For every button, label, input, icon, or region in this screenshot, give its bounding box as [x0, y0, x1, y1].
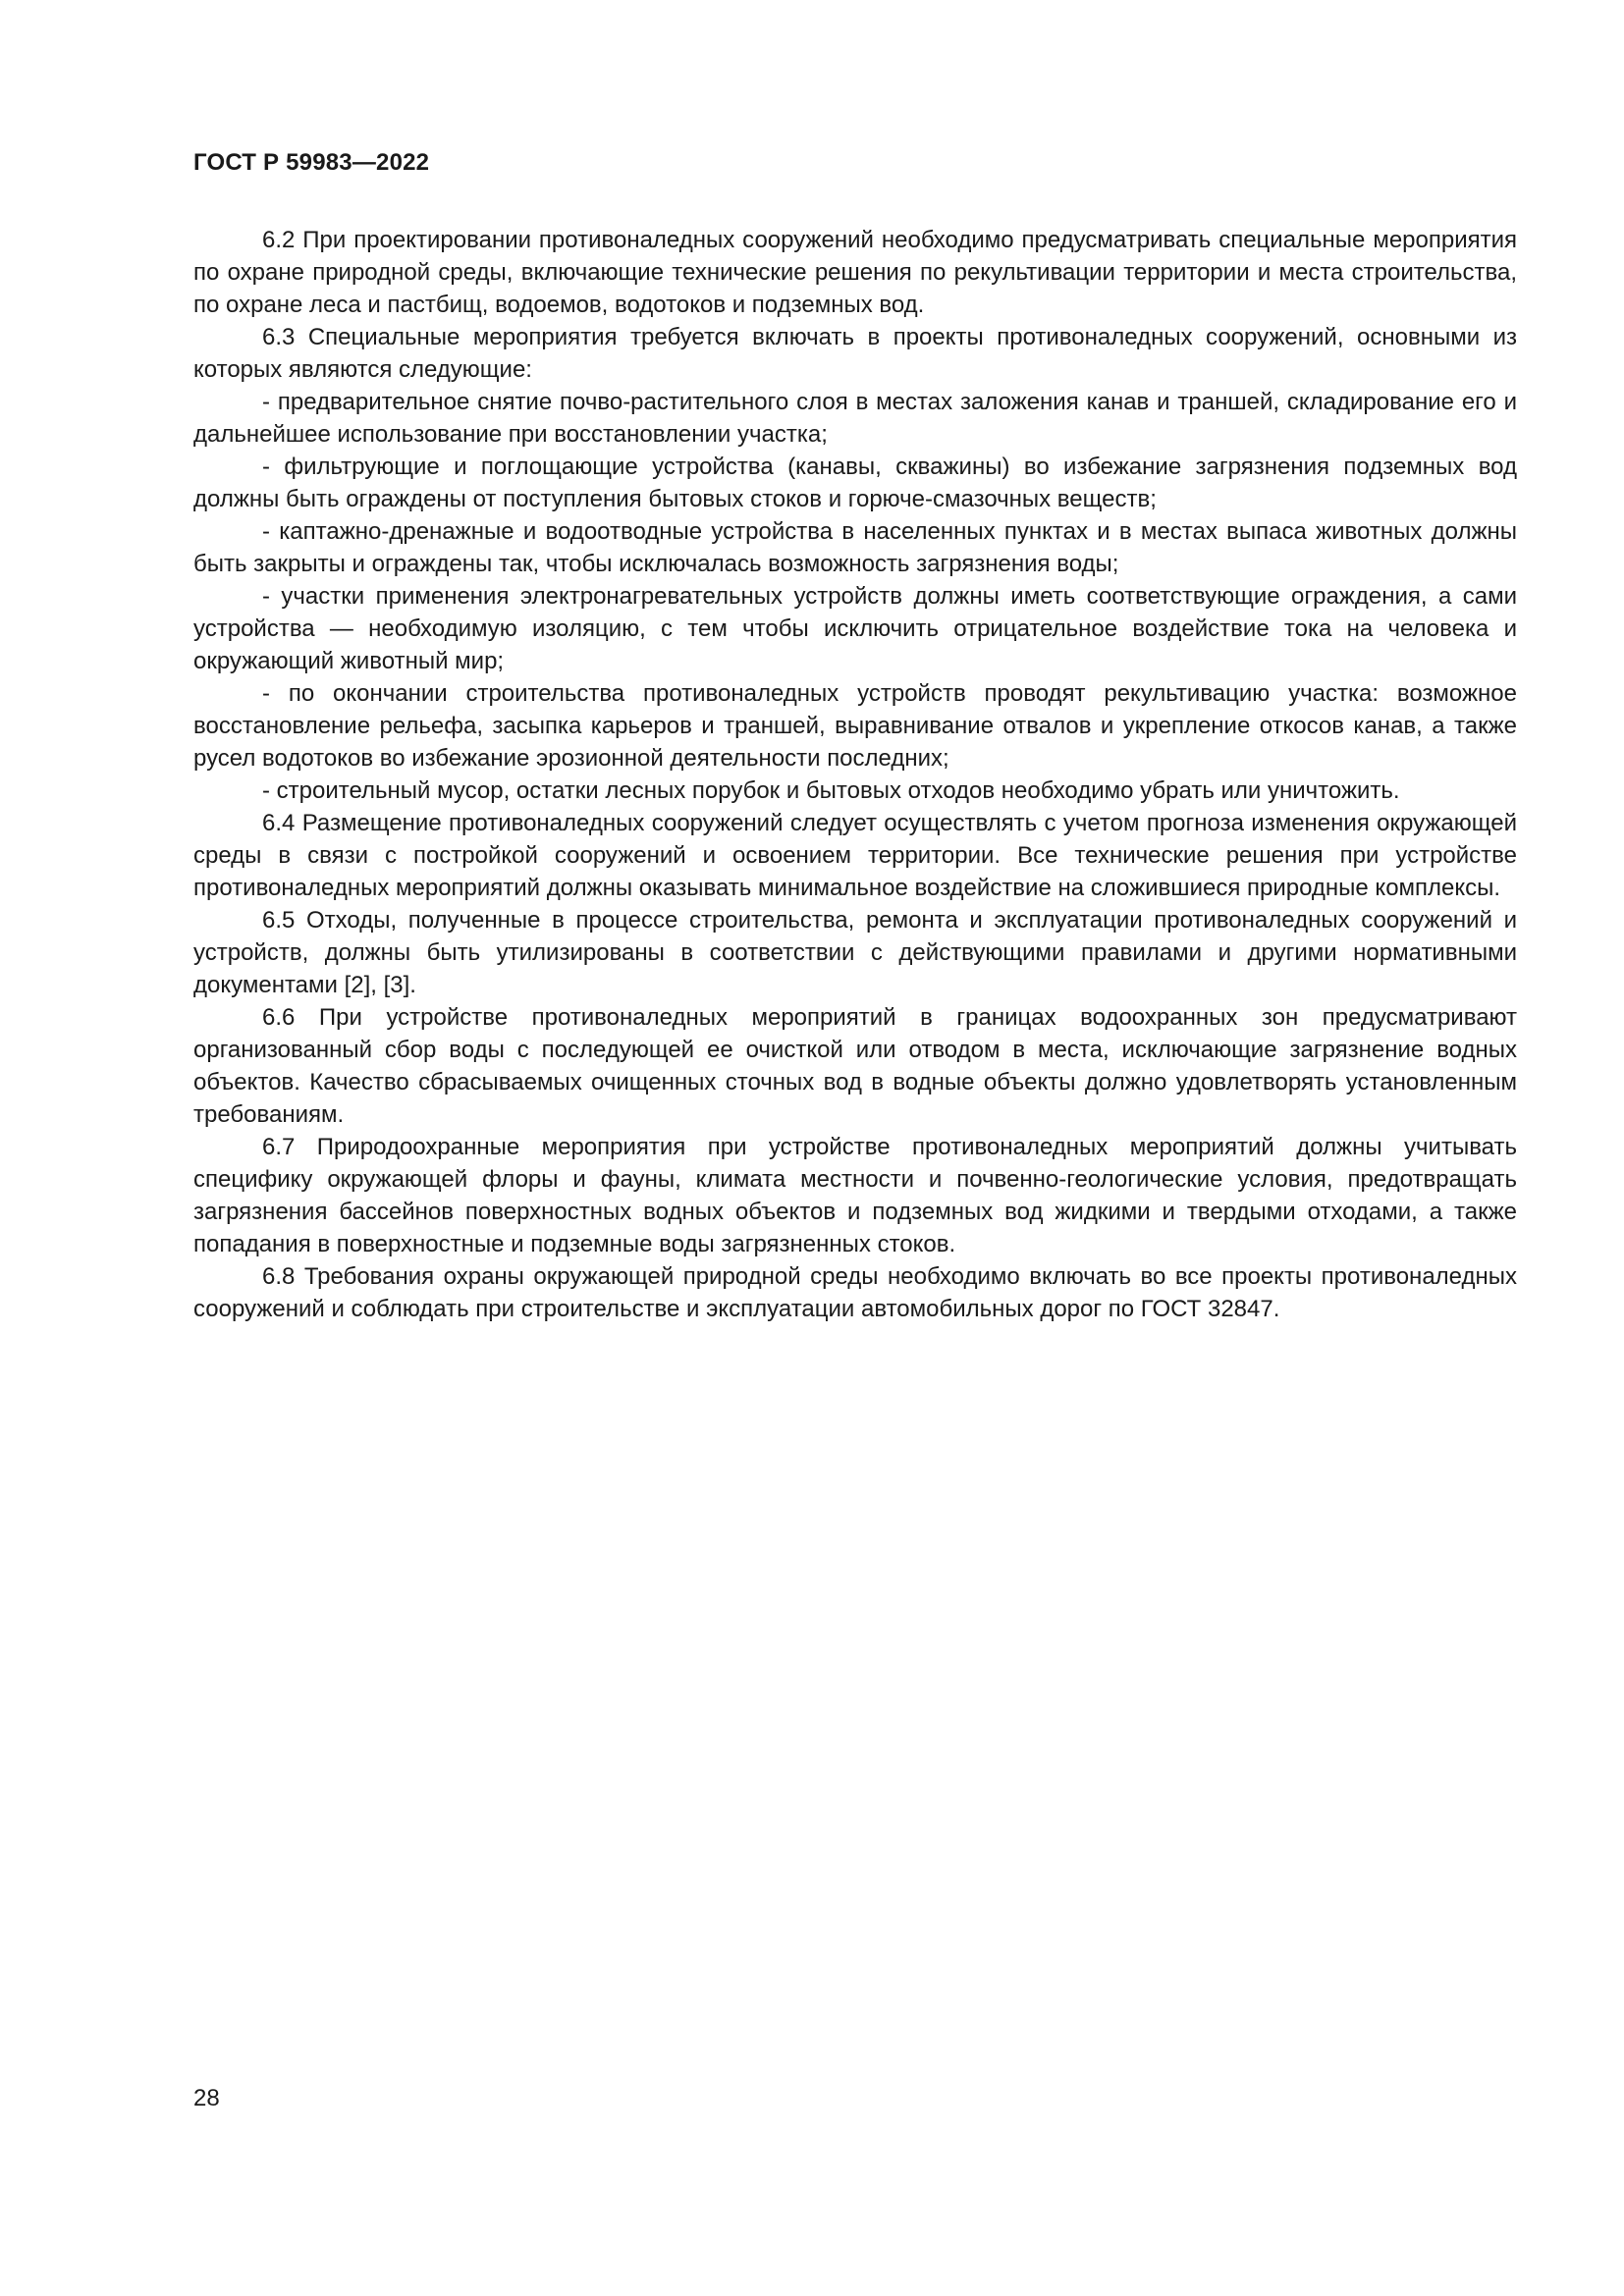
list-item-recultivation: - по окончании строительства противоналедных устройств проводят рекультивацию участка: возможное восстановление рельефа, засыпка карьеров и траншей, выравнивание отвалов и укрепление откосов канав, а также русел водотоков во избежание эрозионной деятельности последних; — [193, 680, 1517, 772]
paragraph-6-3: 6.3 Специальные мероприятия требуется включать в проекты противоналедных сооружений, основными из которых являются следующие: — [193, 324, 1517, 383]
list-item-topsoil-removal: - предварительное снятие почво-растительного слоя в местах заложения канав и траншей, складирование его и дальнейшее использование при восстановлении участка; — [193, 389, 1517, 448]
paragraph-6-5: 6.5 Отходы, полученные в процессе строительства, ремонта и эксплуатации противоналедных сооружений и устройств, должны быть утилизированы в соответствии с действующими правилами и другими нормативными документами [2], [3]. — [193, 907, 1517, 998]
paragraph-6-6: 6.6 При устройстве противоналедных мероприятий в границах водоохранных зон предусматривают организованный сбор воды с последующей ее очисткой или отводом в места, исключающие загрязнение водных объектов. Качество сбрасываемых очищенных сточных вод в водные объекты должно удовлетворять установленным требованиям. — [193, 1004, 1517, 1128]
paragraph-6-8: 6.8 Требования охраны окружающей природной среды необходимо включать во все проекты противоналедных сооружений и соблюдать при строительстве и эксплуатации автомобильных дорог по ГОСТ 32847. — [193, 1263, 1517, 1322]
list-item-debris-removal: - строительный мусор, остатки лесных порубок и бытовых отходов необходимо убрать или уничтожить. — [262, 777, 1400, 804]
paragraph-6-4: 6.4 Размещение противоналедных сооружений следует осуществлять с учетом прогноза изменения окружающей среды в связи с постройкой сооружений и освоением территории. Все технические решения при устройстве противоналедных мероприятий должны оказывать минимальное воздействие на сложившиеся природные комплексы. — [193, 810, 1517, 901]
paragraph-6-2: 6.2 При проектировании противоналедных сооружений необходимо предусматривать специальные мероприятия по охране природной среды, включающие технические решения по рекультивации территории и места строительства, по охране леса и пастбищ, водоемов, водотоков и подземных вод. — [193, 227, 1517, 318]
page-number: 28 — [193, 2085, 220, 2111]
list-item-filtering-devices: - фильтрующие и поглощающие устройства (канавы, скважины) во избежание загрязнения подземных вод должны быть ограждены от поступления бытовых стоков и горюче-смазочных веществ; — [193, 454, 1517, 512]
list-item-electric-heating: - участки применения электронагревательных устройств должны иметь соответствующие ограждения, а сами устройства — необходимую изоляцию, с тем чтобы исключить отрицательное воздействие тока на человека и окружающий животный мир; — [193, 583, 1517, 674]
page-header-standard-id: ГОСТ Р 59983—2022 — [193, 149, 430, 176]
paragraph-6-7: 6.7 Природоохранные мероприятия при устройстве противоналедных мероприятий должны учитывать специфику окружающей флоры и фауны, климата местности и почвенно-геологические условия, предотвращать загрязнения бассейнов поверхностных водных объектов и подземных вод жидкими и твердыми отходами, а также попадания в поверхностные и подземные воды загрязненных стоков. — [193, 1134, 1517, 1257]
document-body — [193, 224, 1517, 1325]
list-item-drainage-devices: - каптажно-дренажные и водоотводные устройства в населенных пунктах и в местах выпаса животных должны быть закрыты и ограждены так, чтобы исключалась возможность загрязнения воды; — [193, 518, 1517, 577]
